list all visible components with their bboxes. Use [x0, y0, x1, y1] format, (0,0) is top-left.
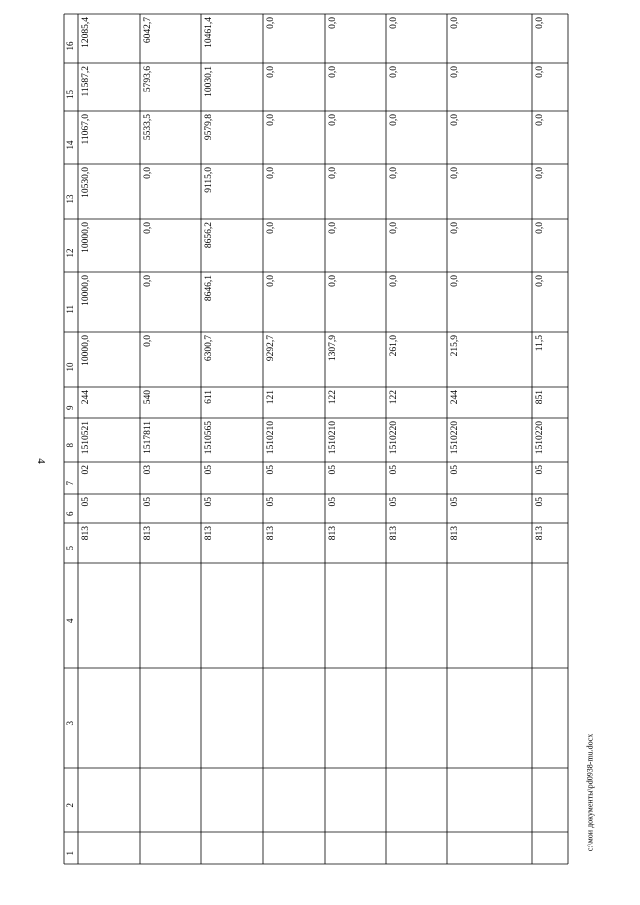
column-number-15: 15: [65, 90, 75, 99]
table-cell: 9579,8: [204, 114, 214, 141]
table-cell: 05: [450, 497, 460, 507]
table-cell: 10000,0: [81, 335, 91, 366]
table-cell: 1517811: [143, 421, 153, 454]
table-cell: 10030,1: [204, 66, 214, 97]
table-cell: 813: [328, 526, 338, 541]
table-cell: 0,0: [535, 275, 545, 287]
table-cell: 813: [266, 526, 276, 541]
table-cell: 813: [389, 526, 399, 541]
column-number-8: 8: [65, 443, 75, 448]
column-number-6: 6: [65, 511, 75, 516]
column-number-11: 11: [65, 305, 75, 314]
table-cell: 0,0: [266, 17, 276, 29]
table-cell: 0,0: [143, 222, 153, 234]
table-cell: 0,0: [450, 66, 460, 78]
table-cell: 0,0: [143, 167, 153, 179]
table-cell: 9292,7: [266, 335, 276, 362]
column-number-10: 10: [65, 362, 75, 372]
table-cell: 813: [450, 526, 460, 541]
table-cell: 05: [204, 497, 214, 507]
table-cell: 0,0: [328, 66, 338, 78]
table-cell: 05: [450, 465, 460, 475]
table-cell: 261,0: [389, 335, 399, 357]
table-cell: 0,0: [328, 167, 338, 179]
table-cell: 1510210: [328, 421, 338, 455]
table-cell: 11067,0: [81, 114, 91, 145]
table-cell: 1307,9: [328, 335, 338, 362]
table-cell: 813: [204, 526, 214, 541]
table-cell: 0,0: [143, 275, 153, 287]
table-cell: 0,0: [535, 66, 545, 78]
table-cell: 0,0: [266, 114, 276, 126]
table-cell: 0,0: [450, 275, 460, 287]
table-cell: 1510565: [204, 421, 214, 455]
file-path-footer: c:\мои документы\pd0938-mu.docx: [585, 733, 595, 852]
table-cell: 0,0: [328, 114, 338, 126]
table-cell: 0,0: [266, 167, 276, 179]
table-cell: 03: [143, 465, 153, 475]
table-cell: 02: [81, 465, 91, 475]
column-number-7: 7: [65, 481, 75, 486]
table-cell: 05: [389, 497, 399, 507]
table-cell: 0,0: [450, 222, 460, 234]
table-cell: 0,0: [535, 167, 545, 179]
table-cell: 0,0: [450, 114, 460, 126]
column-number-9: 9: [65, 405, 75, 410]
table-cell: 813: [535, 526, 545, 541]
column-number-5: 5: [65, 546, 75, 551]
table-cell: 6300,7: [204, 335, 214, 362]
table-cell: 0,0: [389, 222, 399, 234]
table-cell: 611: [204, 390, 214, 404]
table-cell: 0,0: [450, 17, 460, 29]
table-cell: 05: [328, 465, 338, 475]
table-cell: 5533,5: [143, 114, 153, 141]
table-cell: 244: [81, 390, 91, 405]
column-number-3: 3: [65, 721, 75, 726]
table-cell: 0,0: [389, 66, 399, 78]
table-cell: 9115,0: [204, 167, 214, 193]
table-cell: 05: [266, 497, 276, 507]
table-cell: 10530,0: [81, 167, 91, 198]
column-number-16: 16: [65, 41, 75, 51]
table-cell: 11,5: [535, 335, 545, 352]
table-cell: 813: [81, 526, 91, 541]
table-cell: 05: [266, 465, 276, 475]
table-cell: 10461,4: [204, 17, 214, 48]
table-cell: 0,0: [535, 17, 545, 29]
table-cell: 1510521: [81, 421, 91, 455]
table-cell: 851: [535, 390, 545, 405]
table-cell: 0,0: [328, 275, 338, 287]
table-cell: 8646,1: [204, 275, 214, 302]
table-cell: 0,0: [535, 114, 545, 126]
page-number: 4: [34, 458, 47, 464]
column-number-12: 12: [65, 248, 75, 258]
table-cell: 0,0: [389, 167, 399, 179]
table-cell: 05: [328, 497, 338, 507]
table-cell: 05: [389, 465, 399, 475]
table-cell: 0,0: [389, 275, 399, 287]
table-cell: 1510220: [389, 421, 399, 455]
table-cell: 10000,0: [81, 275, 91, 306]
table-cell: 0,0: [389, 17, 399, 29]
table-cell: 05: [535, 497, 545, 507]
table-cell: 12085,4: [81, 17, 91, 48]
table-cell: 05: [81, 497, 91, 507]
table-cell: 5793,6: [143, 66, 153, 93]
table-cell: 0,0: [266, 66, 276, 78]
table-cell: 122: [328, 390, 338, 405]
table-cell: 0,0: [143, 335, 153, 347]
column-number-1: 1: [65, 851, 75, 856]
table-cell: 813: [143, 526, 153, 541]
table-cell: 0,0: [328, 17, 338, 29]
table-cell: 6042,7: [143, 17, 153, 44]
table-cell: 10000,0: [81, 222, 91, 253]
table-cell: 121: [266, 390, 276, 405]
table-cell: 122: [389, 390, 399, 405]
table-cell: 1510220: [450, 421, 460, 455]
table-cell: 05: [535, 465, 545, 475]
column-number-14: 14: [65, 140, 75, 150]
table-cell: 0,0: [266, 275, 276, 287]
table-cell: 1510220: [535, 421, 545, 455]
column-number-13: 13: [65, 194, 75, 204]
table-cell: 244: [450, 390, 460, 405]
column-number-4: 4: [65, 618, 75, 623]
table-cell: 0,0: [328, 222, 338, 234]
table-cell: 215,9: [450, 335, 460, 357]
table-cell: 0,0: [535, 222, 545, 234]
table-cell: 540: [143, 390, 153, 405]
table-cell: 0,0: [450, 167, 460, 179]
table-cell: 8656,2: [204, 222, 214, 249]
table-cell: 11587,2: [81, 66, 91, 97]
table-cell: 05: [143, 497, 153, 507]
table-cell: 1510210: [266, 421, 276, 455]
table-cell: 05: [204, 465, 214, 475]
table-cell: 0,0: [389, 114, 399, 126]
table-cell: 0,0: [266, 222, 276, 234]
column-number-2: 2: [65, 803, 75, 808]
